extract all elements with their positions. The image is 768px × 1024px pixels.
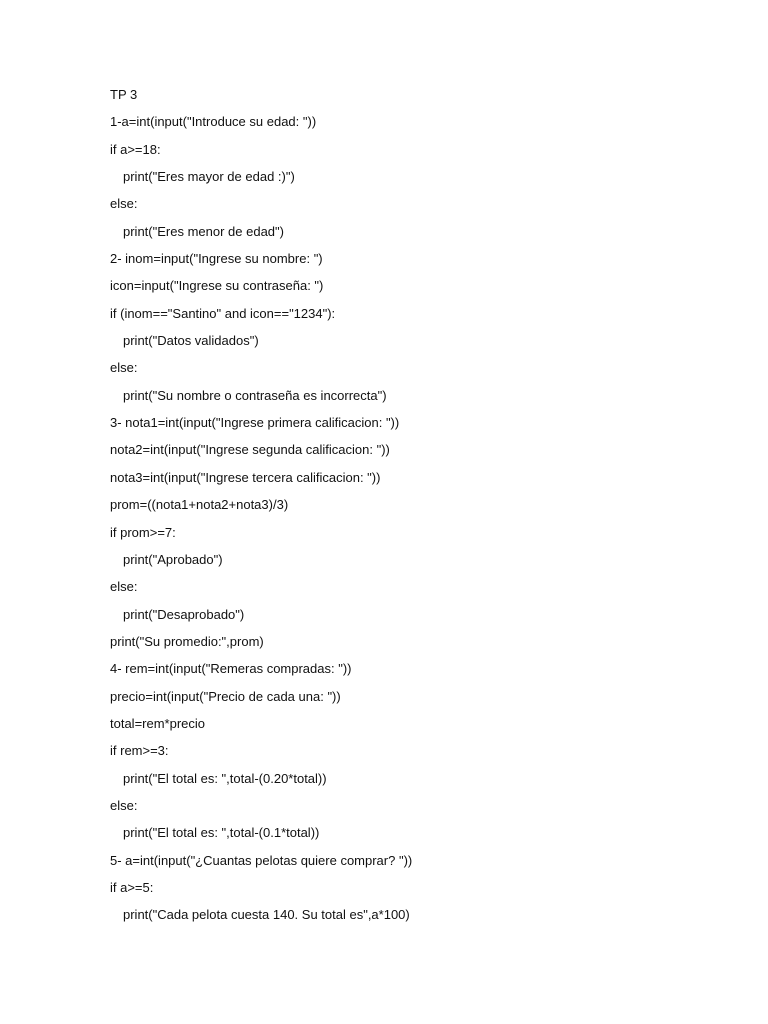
code-line: print("Eres menor de edad") (123, 223, 284, 239)
code-line: if a>=18: (110, 141, 161, 157)
code-line: nota3=int(input("Ingrese tercera calificacion: ")) (110, 469, 381, 485)
code-line: print("Aprobado") (123, 551, 223, 567)
code-line: 3- nota1=int(input("Ingrese primera calificacion: ")) (110, 415, 400, 431)
code-line: else: (110, 196, 138, 212)
code-line: print("Su promedio:",prom) (110, 633, 264, 649)
code-line: prom=((nota1+nota2+nota3)/3) (110, 497, 289, 513)
code-line: if a>=5: (110, 879, 154, 895)
code-line: print("El total es: ",total-(0.20*total)) (123, 770, 327, 786)
code-line: total=rem*precio (110, 715, 206, 731)
code-line: if prom>=7: (110, 524, 176, 540)
code-line: icon=input("Ingrese su contraseña: ") (110, 278, 324, 294)
code-line: 2- inom=input("Ingrese su nombre: ") (110, 251, 323, 267)
code-line: print("Datos validados") (123, 333, 259, 349)
code-line: print("Desaprobado") (123, 606, 245, 622)
code-line: print("Su nombre o contraseña es incorrecta") (123, 387, 387, 403)
document-body (110, 85, 710, 933)
code-line: 4- rem=int(input("Remeras compradas: ")) (110, 661, 352, 677)
code-line: 5- a=int(input("¿Cuantas pelotas quiere comprar? ")) (110, 852, 413, 868)
code-line: print("Cada pelota cuesta 140. Su total es",a*100) (123, 907, 410, 923)
code-line: print("El total es: ",total-(0.1*total)) (123, 825, 320, 841)
code-line: precio=int(input("Precio de cada una: ")) (110, 688, 341, 704)
code-line: if (inom=="Santino" and icon=="1234"): (110, 305, 336, 321)
code-line: else: (110, 360, 138, 376)
code-line: if rem>=3: (110, 743, 169, 759)
code-line: nota2=int(input("Ingrese segunda calificacion: ")) (110, 442, 390, 458)
code-line: 1-a=int(input("Introduce su edad: ")) (110, 114, 317, 130)
document-title: TP 3 (110, 87, 138, 102)
code-line: print("Eres mayor de edad :)") (123, 169, 295, 185)
code-line: else: (110, 797, 138, 813)
code-line: else: (110, 579, 138, 595)
